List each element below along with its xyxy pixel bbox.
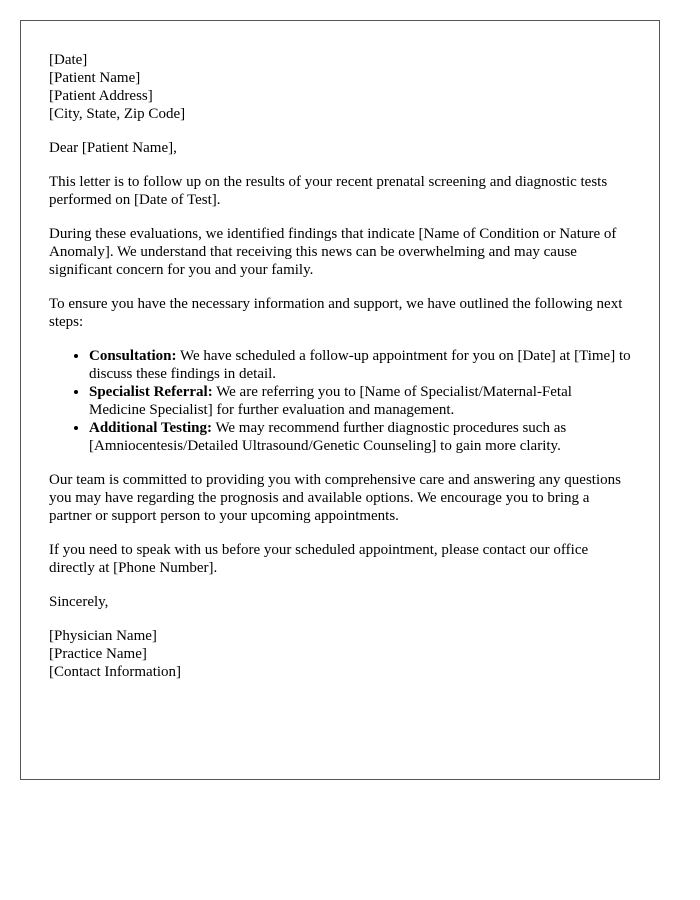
practice-name: [Practice Name] bbox=[49, 646, 147, 662]
city-state-zip: [City, State, Zip Code] bbox=[49, 106, 186, 122]
list-item bbox=[89, 347, 631, 383]
step-term: Specialist Referral: bbox=[89, 384, 213, 400]
physician-name: [Physician Name] bbox=[49, 628, 157, 644]
patient-address: [Patient Address] bbox=[49, 88, 153, 104]
contact-paragraph: If you need to speak with us before your scheduled appointment, please contact our office directly at [Phone Number]. bbox=[49, 542, 589, 576]
signoff: Sincerely, bbox=[49, 594, 109, 610]
step-term: Consultation: bbox=[89, 348, 177, 364]
step-text: We may recommend further diagnostic procedures such as [Amniocentesis/Detailed Ultrasound/Genetic Counseling] to gain more clarity. bbox=[89, 420, 567, 454]
patient-name: [Patient Name] bbox=[49, 70, 141, 86]
next-steps-list bbox=[49, 347, 631, 455]
signature-block bbox=[49, 627, 631, 681]
intro-paragraph: This letter is to follow up on the results of your recent prenatal screening and diagnostic tests performed on [Date of Test]. bbox=[49, 174, 608, 208]
findings-paragraph: During these evaluations, we identified findings that indicate [Name of Condition or Nature of Anomaly]. We understand that receiving this news can be overwhelming and may cause significant concern for you and your family. bbox=[49, 226, 617, 278]
salutation: Dear [Patient Name], bbox=[49, 140, 177, 156]
step-text: We have scheduled a follow-up appointment for you on [Date] at [Time] to discuss these findings in detail. bbox=[89, 348, 631, 382]
contact-information: [Contact Information] bbox=[49, 664, 182, 680]
next-steps-intro: To ensure you have the necessary information and support, we have outlined the following next steps: bbox=[49, 296, 623, 330]
letter-date: [Date] bbox=[49, 52, 88, 68]
letter-page bbox=[20, 20, 660, 780]
list-item bbox=[89, 419, 631, 455]
step-text: We are referring you to [Name of Specialist/Maternal-Fetal Medicine Specialist] for further evaluation and management. bbox=[89, 384, 572, 418]
commitment-paragraph: Our team is committed to providing you with comprehensive care and answering any questions you may have regarding the prognosis and available options. We encourage you to bring a partner or support person to your upcoming appointments. bbox=[49, 472, 621, 524]
list-item bbox=[89, 383, 631, 419]
recipient-block bbox=[49, 51, 631, 123]
step-term: Additional Testing: bbox=[89, 420, 212, 436]
